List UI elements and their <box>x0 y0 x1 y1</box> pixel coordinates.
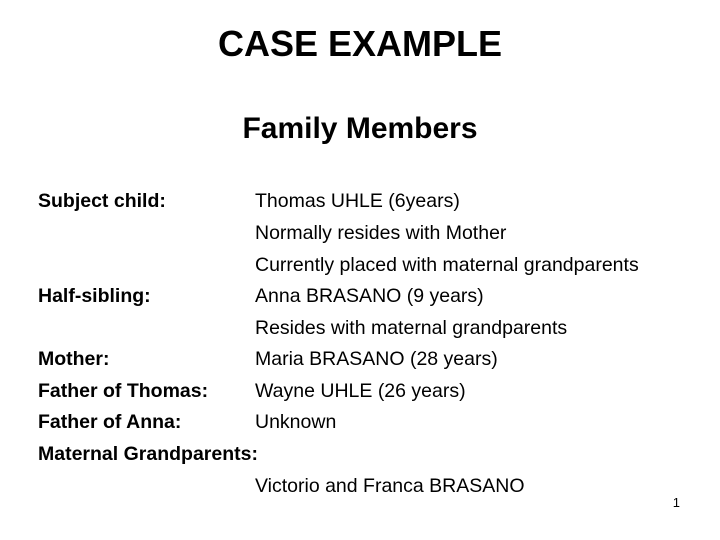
family-row-father-of-thomas <box>0 375 720 407</box>
row-label: Maternal Grandparents: <box>38 443 258 465</box>
row-value: Wayne UHLE (26 years) <box>255 380 466 402</box>
family-row-father-of-anna <box>0 406 720 438</box>
row-label: Half-sibling: <box>38 285 151 307</box>
family-row-half-sibling <box>0 280 720 312</box>
row-label: Father of Thomas: <box>38 380 209 402</box>
row-value: Normally resides with Mother <box>255 222 507 244</box>
row-value: Thomas UHLE (6years) <box>255 190 460 212</box>
row-label: Mother: <box>38 348 110 370</box>
row-value: Unknown <box>255 411 337 433</box>
row-value: Resides with maternal grandparents <box>255 317 568 339</box>
family-row-subject-child-residence <box>0 217 720 249</box>
row-value: Anna BRASANO (9 years) <box>255 285 484 307</box>
page-number: 1 <box>672 495 680 510</box>
family-row-mother <box>0 343 720 375</box>
family-row-half-sibling-residence <box>0 312 720 344</box>
family-row-maternal-grandparents <box>0 438 720 470</box>
row-label: Father of Anna: <box>38 411 182 433</box>
slide-subtitle: Family Members <box>242 112 478 145</box>
row-label: Subject child: <box>38 190 166 212</box>
family-row-subject-child-placement <box>0 249 720 281</box>
row-value: Maria BRASANO (28 years) <box>255 348 498 370</box>
family-row-subject-child <box>0 185 720 217</box>
family-row-maternal-grandparents-names <box>0 470 720 502</box>
row-value: Currently placed with maternal grandparents <box>255 254 639 276</box>
row-value: Victorio and Franca BRASANO <box>255 475 525 497</box>
slide-title: CASE EXAMPLE <box>217 23 503 64</box>
